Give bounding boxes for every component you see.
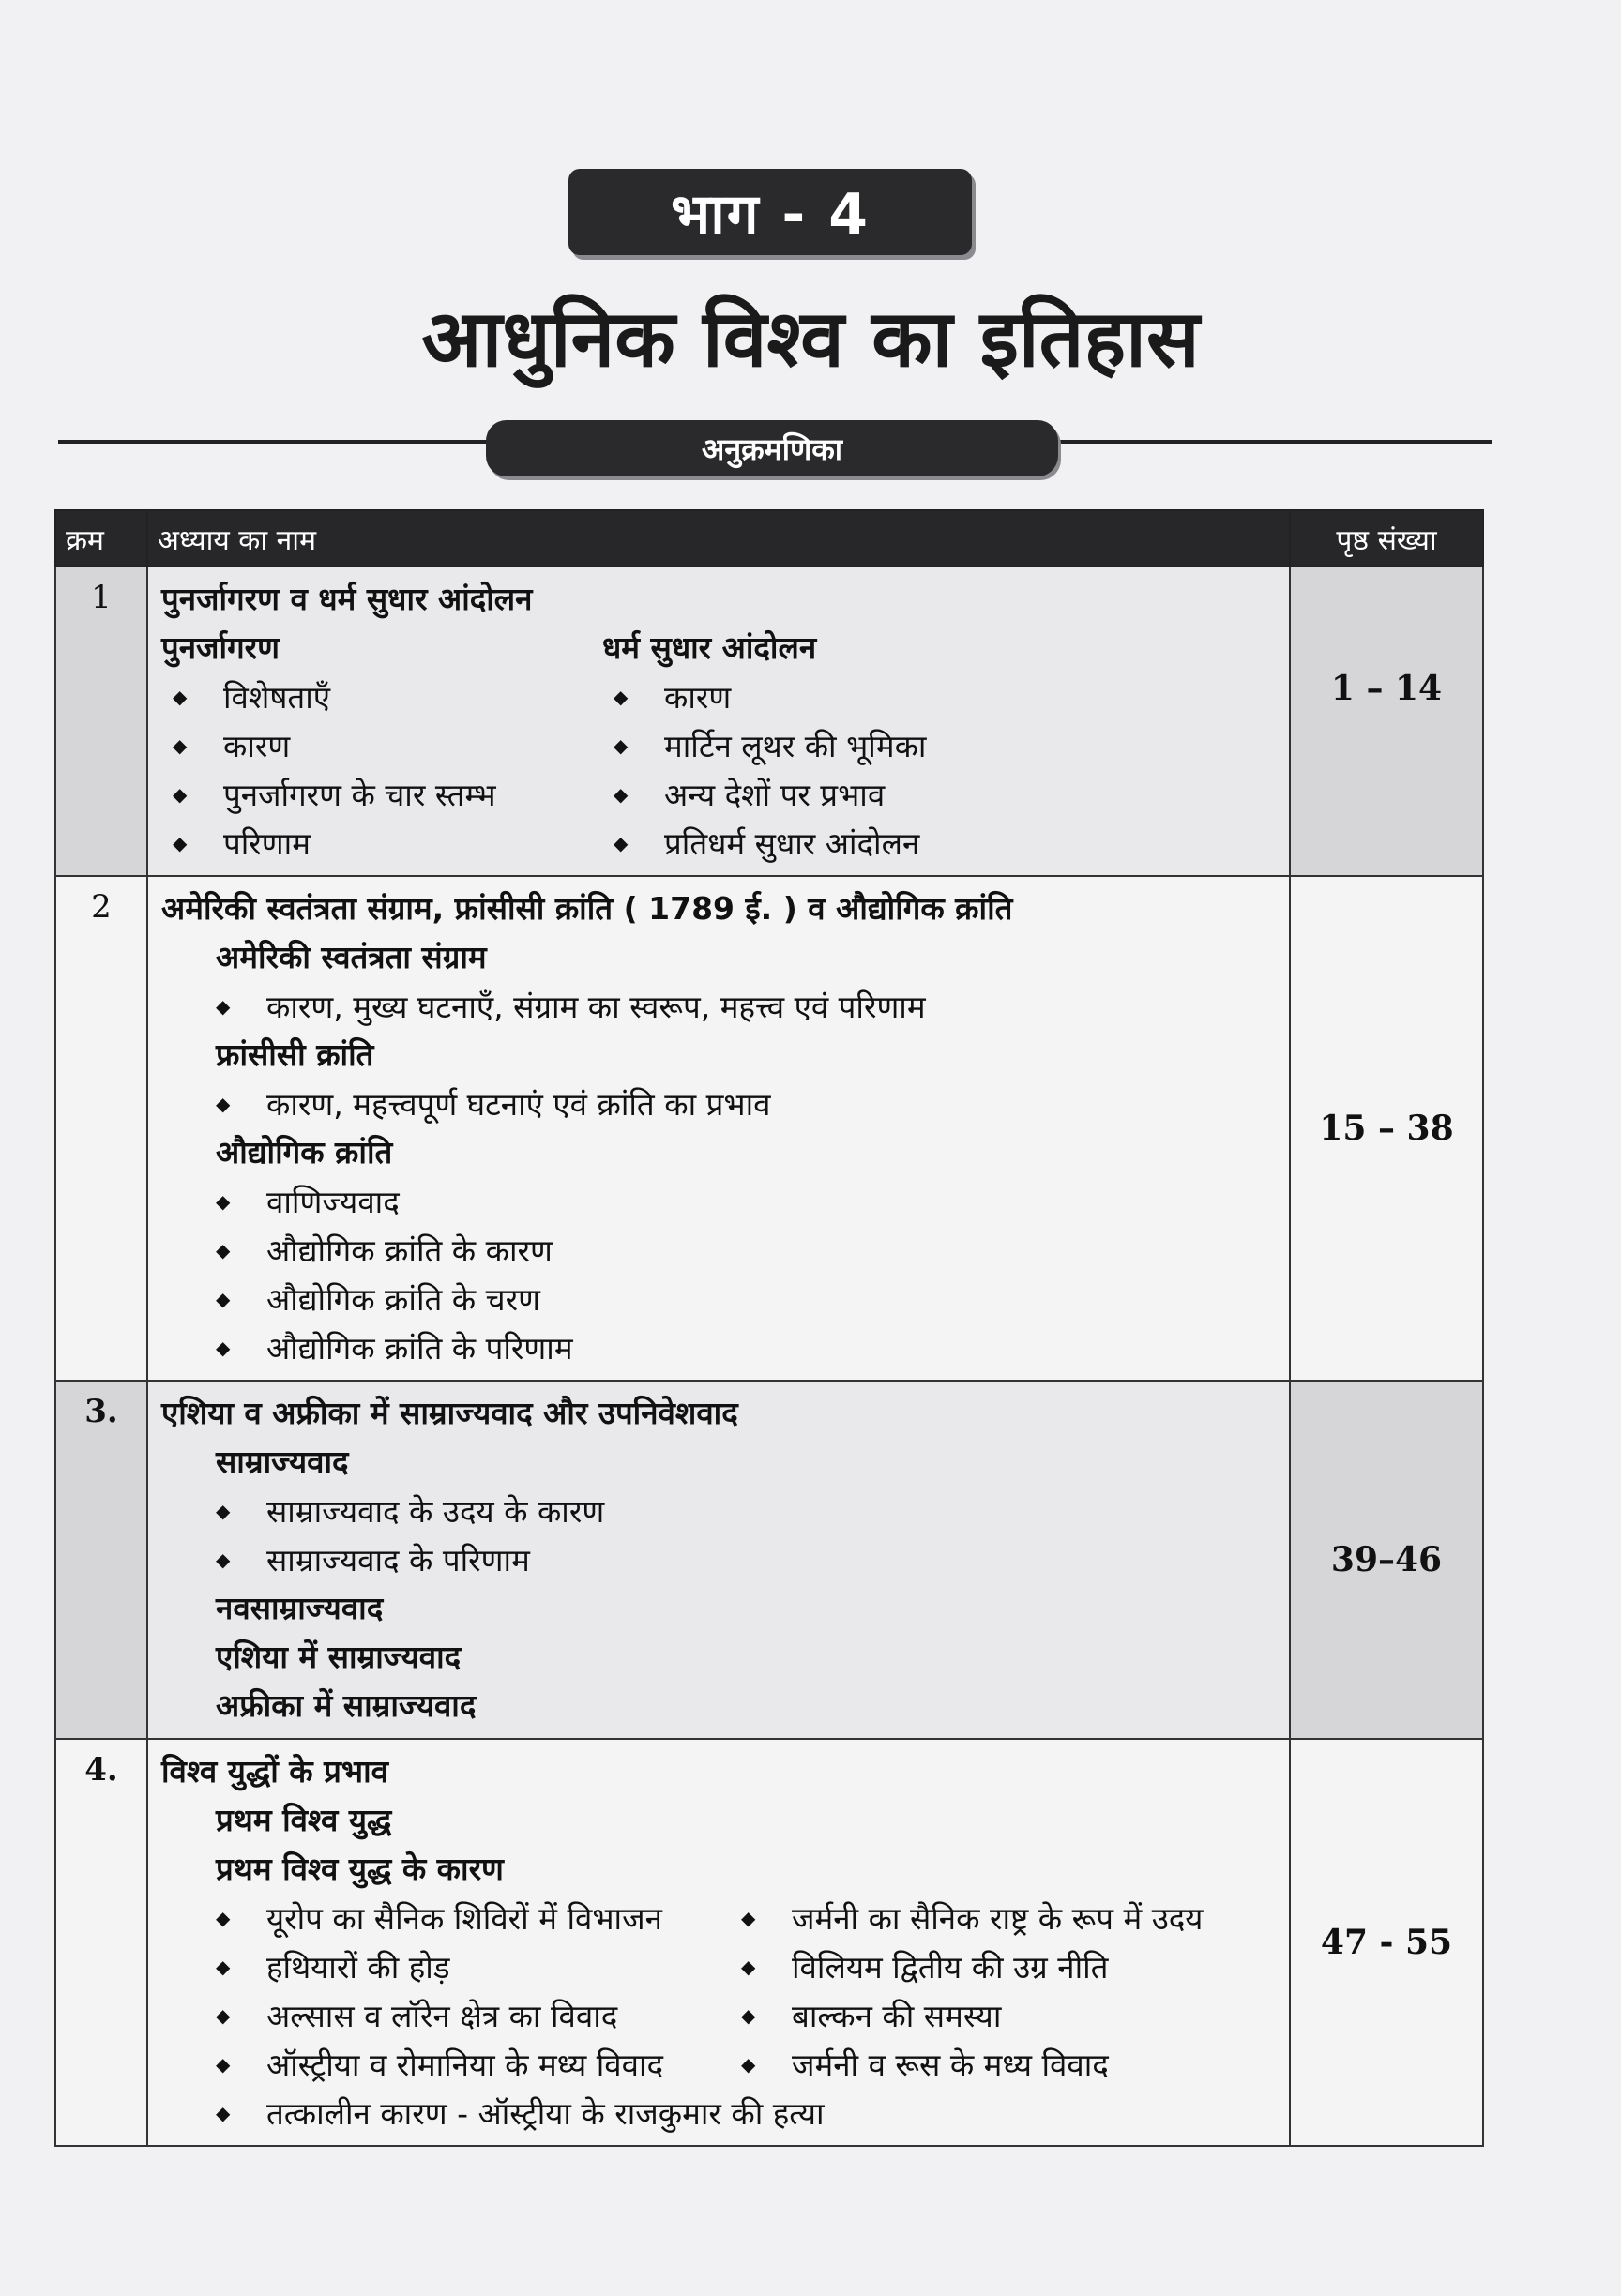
list-item: ◆ यूरोप का सैनिक शिविरों में विभाजन bbox=[161, 1894, 741, 1942]
part-badge: भाग - 4 bbox=[568, 169, 972, 255]
section-heading: औद्योगिक क्रांति bbox=[216, 1134, 393, 1171]
list-item: ◆ औद्योगिक क्रांति के परिणाम bbox=[161, 1323, 1276, 1372]
chapter-title: विश्व युद्धों के प्रभाव bbox=[161, 1753, 389, 1790]
list-item: ◆ कारण, मुख्य घटनाएँ, संग्राम का स्वरूप, महत्त्व एवं परिणाम bbox=[161, 982, 1276, 1031]
section-heading: साम्राज्यवाद bbox=[216, 1443, 349, 1480]
index-heading: अनुक्रमणिका bbox=[486, 420, 1058, 476]
list-item: ◆ वाणिज्यवाद bbox=[161, 1177, 1276, 1226]
chapter-title: पुनर्जागरण व धर्म सुधार आंदोलन bbox=[161, 581, 533, 617]
list-item: ◆ जर्मनी का सैनिक राष्ट्र के रूप में उदय bbox=[741, 1894, 1203, 1942]
table-row bbox=[55, 1381, 1483, 1739]
topic-pair bbox=[161, 1894, 1276, 1942]
page-range: 1 – 14 bbox=[1290, 566, 1483, 876]
table-row bbox=[55, 566, 1483, 876]
list-item: ◆ बाल्कन की समस्या bbox=[741, 1991, 1001, 2040]
serial-cell: 1 bbox=[55, 566, 147, 876]
page-range: 15 – 38 bbox=[1290, 876, 1483, 1381]
list-item: ◆ औद्योगिक क्रांति के कारण bbox=[161, 1226, 1276, 1275]
list-item: ◆ कारण, महत्त्वपूर्ण घटनाएं एवं क्रांति का प्रभाव bbox=[161, 1080, 1276, 1128]
section-heading: प्रथम विश्व युद्ध bbox=[216, 1802, 392, 1838]
serial-cell: 4. bbox=[55, 1739, 147, 2146]
chapter-cell bbox=[147, 876, 1290, 1381]
topic-pair bbox=[161, 1991, 1276, 2040]
section-heading: प्रथम विश्व युद्ध के कारण bbox=[216, 1850, 504, 1887]
topic-pair bbox=[161, 2040, 1276, 2089]
section-heading: अमेरिकी स्वतंत्रता संग्राम bbox=[216, 939, 487, 975]
chapter-cell bbox=[147, 566, 1290, 876]
page-range: 39–46 bbox=[1290, 1381, 1483, 1739]
list-item: ◆ साम्राज्यवाद के उदय के कारण bbox=[161, 1487, 1276, 1535]
list-item: ◆ अन्य देशों पर प्रभाव bbox=[614, 770, 885, 819]
list-item: ◆ साम्राज्यवाद के परिणाम bbox=[161, 1535, 1276, 1584]
table-row bbox=[55, 876, 1483, 1381]
chapter-cell bbox=[147, 1381, 1290, 1739]
section-heading: अफ्रीका में साम्राज्यवाद bbox=[216, 1687, 477, 1724]
page-title: आधुनिक विश्व का इतिहास bbox=[421, 293, 1200, 385]
list-item: ◆ प्रतिधर्म सुधार आंदोलन bbox=[614, 819, 919, 868]
table-header-row bbox=[55, 510, 1483, 566]
left-subheading: पुनर्जागरण bbox=[161, 629, 280, 666]
subheading-pair bbox=[161, 624, 1276, 672]
list-item: ◆ मार्टिन लूथर की भूमिका bbox=[614, 721, 926, 770]
header-serial: क्रम bbox=[55, 510, 147, 566]
chapter-title: एशिया व अफ्रीका में साम्राज्यवाद और उपनिवेशवाद bbox=[161, 1395, 738, 1431]
list-item: ◆ विलियम द्वितीय की उग्र नीति bbox=[741, 1942, 1108, 1991]
list-item: ◆ विशेषताएँ bbox=[161, 672, 614, 721]
list-item: ◆ हथियारों की होड़ bbox=[161, 1942, 741, 1991]
table-row bbox=[55, 1739, 1483, 2146]
serial-cell: 2 bbox=[55, 876, 147, 1381]
topic-pair bbox=[161, 1942, 1276, 1991]
list-item: ◆ जर्मनी व रूस के मध्य विवाद bbox=[741, 2040, 1109, 2089]
section-heading: एशिया में साम्राज्यवाद bbox=[216, 1639, 462, 1675]
list-item: ◆ परिणाम bbox=[161, 819, 614, 868]
list-item: ◆ अल्सास व लॉरेन क्षेत्र का विवाद bbox=[161, 1991, 741, 2040]
topic-pair bbox=[161, 770, 1276, 819]
topic-pair bbox=[161, 672, 1276, 721]
list-item: ◆ ऑस्ट्रीया व रोमानिया के मध्य विवाद bbox=[161, 2040, 741, 2089]
list-item: ◆ कारण bbox=[614, 672, 731, 721]
section-heading: फ्रांसीसी क्रांति bbox=[216, 1036, 374, 1073]
serial-cell: 3. bbox=[55, 1381, 147, 1739]
header-pages: पृष्ठ संख्या bbox=[1290, 510, 1483, 566]
list-item: ◆ पुनर्जागरण के चार स्तम्भ bbox=[161, 770, 614, 819]
contents-table bbox=[54, 509, 1484, 2147]
list-item: ◆ कारण bbox=[161, 721, 614, 770]
topic-pair bbox=[161, 721, 1276, 770]
chapter-title: अमेरिकी स्वतंत्रता संग्राम, फ्रांसीसी क्रांति ( 1789 ई. ) व औद्योगिक क्रांति bbox=[161, 890, 1013, 927]
topic-pair bbox=[161, 819, 1276, 868]
list-item: ◆ तत्कालीन कारण - ऑस्ट्रीया के राजकुमार की हत्या bbox=[161, 2089, 1276, 2137]
header-chapter: अध्याय का नाम bbox=[147, 510, 1290, 566]
chapter-cell bbox=[147, 1739, 1290, 2146]
list-item: ◆ औद्योगिक क्रांति के चरण bbox=[161, 1275, 1276, 1323]
right-subheading: धर्म सुधार आंदोलन bbox=[602, 629, 817, 666]
page-range: 47 - 55 bbox=[1290, 1739, 1483, 2146]
section-heading: नवसाम्राज्यवाद bbox=[216, 1590, 384, 1626]
